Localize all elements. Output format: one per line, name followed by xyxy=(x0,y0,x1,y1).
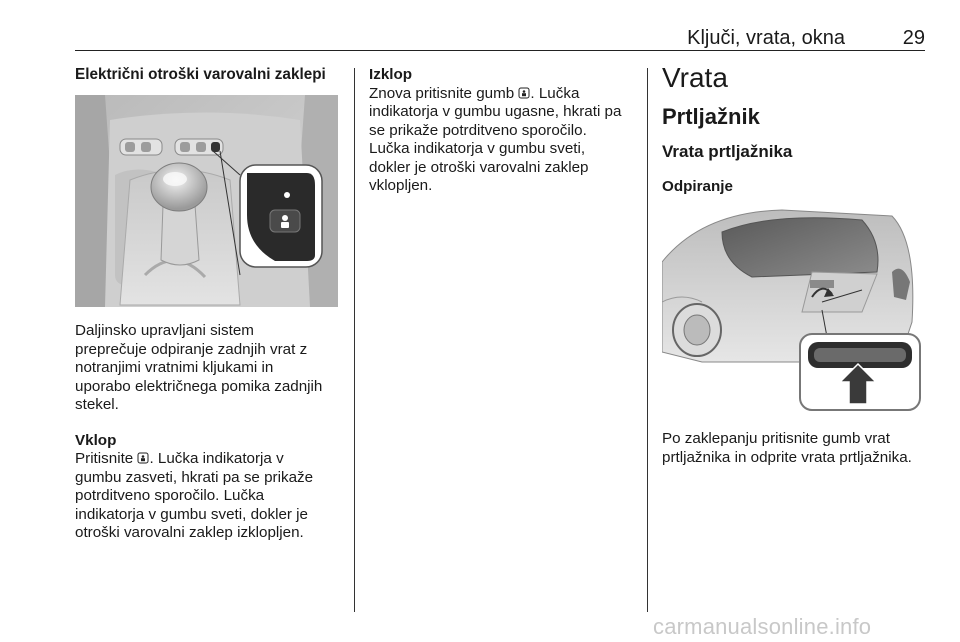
subheading-izklop: Izklop xyxy=(369,66,413,83)
para-line xyxy=(75,450,350,469)
para-line: uporabo električnega pomika zadnjih xyxy=(75,377,323,395)
para-line: indikatorja v gumbu ugasne, hkrati pa xyxy=(369,103,622,120)
col3-text xyxy=(662,430,932,467)
header-rule xyxy=(75,50,925,51)
subheading-vklop: Vklop xyxy=(75,431,117,449)
section-title: Ključi, vrata, okna xyxy=(687,27,845,49)
column-divider-2 xyxy=(647,68,648,612)
para-line: se prikaže potrditveno sporočilo. xyxy=(369,121,587,139)
heading-vrata: Vrata xyxy=(662,62,728,93)
heading-vrata-prtljaznika: Vrata prtljažnika xyxy=(662,142,793,161)
child-lock-heading: Električni otroški varovalni zaklepi xyxy=(75,66,326,83)
heading-prtljaznik: Prtljažnik xyxy=(662,104,760,129)
para-line: notranjimi vratnimi kljukami in xyxy=(75,359,274,376)
para-line: otroški varovalni zaklep izklopljen. xyxy=(75,524,304,541)
col1-text xyxy=(75,322,350,543)
text-run: Pritisnite xyxy=(75,450,138,467)
center-console-illustration xyxy=(75,95,338,307)
para-line: stekel. xyxy=(75,396,119,413)
para-line: prtljažnika in odprite vrata prtljažnika. xyxy=(662,448,912,466)
para-line: indikatorja v gumbu sveti, dokler je xyxy=(75,505,308,523)
text-run: Znova pritisnite gumb xyxy=(369,84,519,102)
col3-headings xyxy=(662,62,927,196)
para-line: gumbu zasveti, hkrati pa se prikaže xyxy=(75,468,314,486)
center-console-figure xyxy=(75,95,338,307)
child-lock-icon xyxy=(518,87,530,99)
para-line xyxy=(369,85,641,104)
para-line: vklopljen. xyxy=(369,177,433,194)
tailgate-illustration xyxy=(662,202,925,414)
text-run: . Lučka xyxy=(530,84,580,102)
page-header xyxy=(75,27,925,51)
para-line: potrditveno sporočilo. Lučka xyxy=(75,487,265,504)
child-lock-icon xyxy=(137,452,149,464)
para-line: Lučka indikatorja v gumbu sveti, xyxy=(369,140,586,157)
text-run: . Lučka indikatorja v xyxy=(149,450,284,467)
tailgate-figure xyxy=(662,202,925,414)
para-line: Daljinsko upravljani sistem xyxy=(75,322,254,339)
para-line: dokler je otroški varovalni zaklep xyxy=(369,158,589,176)
heading-odpiranje: Odpiranje xyxy=(662,178,733,195)
page-number: 29 xyxy=(902,27,925,49)
para-line: preprečuje odpiranje zadnjih vrat z xyxy=(75,340,308,358)
watermark: carmanualsonline.info xyxy=(653,614,872,639)
para-line: Po zaklepanju pritisnite gumb vrat xyxy=(662,430,890,447)
column-divider-1 xyxy=(354,68,355,612)
col2-text xyxy=(369,66,641,196)
